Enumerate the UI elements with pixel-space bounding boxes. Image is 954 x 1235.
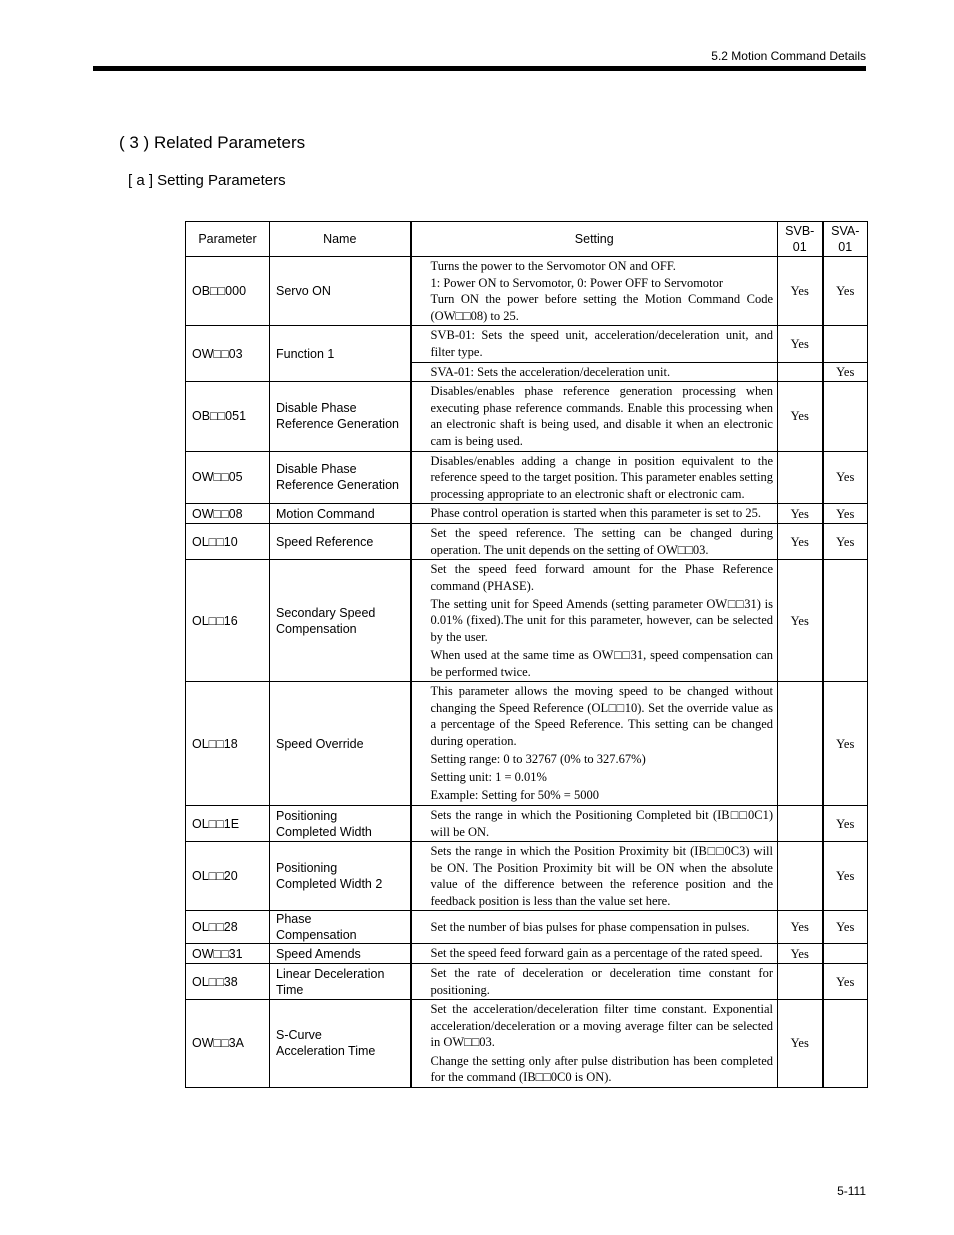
- name-cell: Disable Phase Reference Generation: [270, 451, 411, 504]
- table-row: [186, 504, 868, 524]
- sva01-support-cell: [823, 326, 868, 362]
- table-row: [186, 382, 868, 451]
- svb01-support-cell: Yes: [778, 560, 823, 682]
- setting-cell: [411, 362, 778, 382]
- svb01-support-cell: Yes: [778, 504, 823, 524]
- table-row: [186, 326, 868, 362]
- setting-paragraph: Set the speed feed forward amount for the Phase Reference command (PHASE).: [430, 562, 773, 593]
- name-cell: Speed Amends: [270, 944, 411, 964]
- setting-cell: [411, 964, 778, 1000]
- parameter-cell: OB□□051: [186, 382, 270, 451]
- setting-paragraph: Setting range: 0 to 32767 (0% to 327.67%): [430, 752, 646, 767]
- setting-cell: [411, 842, 778, 911]
- setting-paragraph: The setting unit for Speed Amends (setting parameter OW□□31) is 0.01% (fixed).The unit for this parameter, however, can be selected by the user.: [430, 596, 773, 644]
- sva01-support-cell: Yes: [823, 842, 868, 911]
- table-header-row: [186, 222, 868, 257]
- col-header-svb01: SVB- 01: [778, 222, 823, 257]
- sva01-support-cell: Yes: [823, 257, 868, 326]
- parameter-cell: OL□□18: [186, 682, 270, 806]
- setting-paragraph: Disables/enables phase reference generation processing when executing phase reference commands. Enable this processing when an electronic shaft is being used, and disable it when an electronic cam is being used.: [430, 384, 773, 448]
- col-header-name: Name: [270, 222, 411, 257]
- sva01-support-cell: Yes: [823, 805, 868, 841]
- name-cell: Speed Override: [270, 682, 411, 806]
- setting-paragraph: When used at the same time as OW□□31, speed compensation can be performed twice.: [430, 648, 773, 679]
- setting-cell: [411, 504, 778, 524]
- subsection-title: [ a ] Setting Parameters: [128, 172, 286, 189]
- parameter-cell: OW□□08: [186, 504, 270, 524]
- setting-cell: [411, 257, 778, 326]
- svb01-support-cell: [778, 805, 823, 841]
- sva01-support-cell: Yes: [823, 504, 868, 524]
- table-row: [186, 842, 868, 911]
- sva01-support-cell: [823, 560, 868, 682]
- setting-paragraph: Set the acceleration/deceleration filter time constant. Exponential acceleration/deceleration or a moving average filter can be selected in OW□□03.: [430, 1002, 773, 1050]
- setting-paragraph: Set the number of bias pulses for phase compensation in pulses.: [430, 920, 750, 935]
- parameter-cell: OL□□38: [186, 964, 270, 1000]
- setting-paragraph: SVA-01: Sets the acceleration/deceleration unit.: [430, 364, 671, 379]
- name-cell: Motion Command: [270, 504, 411, 524]
- table-row: [186, 560, 868, 682]
- table-row: [186, 911, 868, 944]
- sva01-support-cell: Yes: [823, 523, 868, 559]
- section-title: ( 3 ) Related Parameters: [119, 133, 306, 152]
- setting-cell: [411, 682, 778, 806]
- name-cell: Positioning Completed Width 2: [270, 842, 411, 911]
- parameter-cell: OW□□05: [186, 451, 270, 504]
- setting-cell: [411, 382, 778, 451]
- page-number: 5-111: [837, 1184, 866, 1198]
- svb01-support-cell: [778, 682, 823, 806]
- setting-cell: [411, 1000, 778, 1087]
- setting-cell: [411, 560, 778, 682]
- sva01-support-cell: Yes: [823, 451, 868, 504]
- header-rule: [93, 66, 866, 71]
- setting-paragraph: This parameter allows the moving speed to be changed without changing the Speed Reference (OL□□10). Set the override value as a percentage of the Speed Reference. This setting can be changed during operation.: [430, 684, 773, 749]
- sva01-support-cell: Yes: [823, 911, 868, 944]
- svb01-support-cell: Yes: [778, 326, 823, 362]
- name-cell: Servo ON: [270, 257, 411, 326]
- name-cell: Secondary Speed Compensation: [270, 560, 411, 682]
- table-row: [186, 944, 868, 964]
- col-header-sva01: SVA- 01: [823, 222, 868, 257]
- svb01-support-cell: [778, 842, 823, 911]
- setting-paragraph: Disables/enables adding a change in position equivalent to the reference speed to the target position. This parameter enables setting processing appropriate to an electronic shaft or electronic cam.: [430, 453, 773, 501]
- setting-cell: [411, 805, 778, 841]
- parameter-cell: OL□□28: [186, 911, 270, 944]
- parameter-cell: OW□□03: [186, 326, 270, 382]
- table-row: [186, 805, 868, 841]
- svb01-support-cell: Yes: [778, 523, 823, 559]
- name-cell: Speed Reference: [270, 523, 411, 559]
- sva01-support-cell: [823, 944, 868, 964]
- setting-paragraph: SVB-01: Sets the speed unit, acceleration/deceleration unit, and filter type.: [430, 328, 773, 359]
- setting-cell: [411, 911, 778, 944]
- setting-cell: [411, 944, 778, 964]
- svb01-support-cell: Yes: [778, 1000, 823, 1087]
- table-row: [186, 451, 868, 504]
- setting-paragraph: Set the rate of deceleration or deceleration time constant for positioning.: [430, 966, 773, 997]
- table-row: [186, 682, 868, 806]
- table-row: [186, 1000, 868, 1087]
- setting-paragraph: Setting unit: 1 = 0.01%: [430, 770, 547, 785]
- svb01-support-cell: Yes: [778, 257, 823, 326]
- setting-cell: [411, 326, 778, 362]
- setting-paragraph: Change the setting only after pulse distribution has been completed for the command (IB□□0C0 is ON).: [430, 1053, 773, 1085]
- name-cell: Linear Deceleration Time: [270, 964, 411, 1000]
- parameter-cell: OL□□20: [186, 842, 270, 911]
- setting-paragraph: Turns the power to the Servomotor ON and OFF. 1: Power ON to Servomotor, 0: Power OFF to Servomotor Turn ON the power before setting the Motion Command Code (OW□□08) to 25.: [430, 259, 773, 323]
- col-header-setting: Setting: [411, 222, 778, 257]
- running-header: 5.2 Motion Command Details: [711, 49, 866, 63]
- parameter-cell: OB□□000: [186, 257, 270, 326]
- parameter-cell: OL□□1E: [186, 805, 270, 841]
- svb01-support-cell: Yes: [778, 382, 823, 451]
- name-cell: Disable Phase Reference Generation: [270, 382, 411, 451]
- parameter-cell: OL□□16: [186, 560, 270, 682]
- svb01-support-cell: [778, 362, 823, 382]
- svb01-support-cell: Yes: [778, 911, 823, 944]
- setting-cell: [411, 523, 778, 559]
- sva01-support-cell: [823, 382, 868, 451]
- sva01-support-cell: Yes: [823, 964, 868, 1000]
- setting-paragraph: Phase control operation is started when this parameter is set to 25.: [430, 506, 761, 521]
- setting-paragraph: Example: Setting for 50% = 5000: [430, 788, 599, 803]
- svb01-support-cell: Yes: [778, 944, 823, 964]
- sva01-support-cell: [823, 1000, 868, 1087]
- table-row: [186, 523, 868, 559]
- table-row: [186, 257, 868, 326]
- setting-paragraph: Sets the range in which the Positioning Completed bit (IB□□0C1) will be ON.: [430, 807, 773, 839]
- setting-paragraph: Set the speed reference. The setting can be changed during operation. The unit depends on the setting of OW□□03.: [430, 525, 773, 557]
- setting-paragraph: Sets the range in which the Position Proximity bit (IB□□0C3) will be ON. The Position Proximity bit will be ON when the absolute value of the difference between the reference position and the feedback position is less than the value set here.: [430, 844, 773, 908]
- setting-cell: [411, 451, 778, 504]
- parameter-cell: OW□□3A: [186, 1000, 270, 1087]
- name-cell: Positioning Completed Width: [270, 805, 411, 841]
- svb01-support-cell: [778, 964, 823, 1000]
- sva01-support-cell: Yes: [823, 362, 868, 382]
- name-cell: S-Curve Acceleration Time: [270, 1000, 411, 1087]
- name-cell: Function 1: [270, 326, 411, 382]
- setting-paragraph: Set the speed feed forward gain as a percentage of the rated speed.: [430, 946, 763, 961]
- name-cell: Phase Compensation: [270, 911, 411, 944]
- sva01-support-cell: Yes: [823, 682, 868, 806]
- parameter-cell: OW□□31: [186, 944, 270, 964]
- col-header-parameter: Parameter: [186, 222, 270, 257]
- parameter-table: [185, 221, 868, 1088]
- svb01-support-cell: [778, 451, 823, 504]
- table-row: [186, 964, 868, 1000]
- parameter-cell: OL□□10: [186, 523, 270, 559]
